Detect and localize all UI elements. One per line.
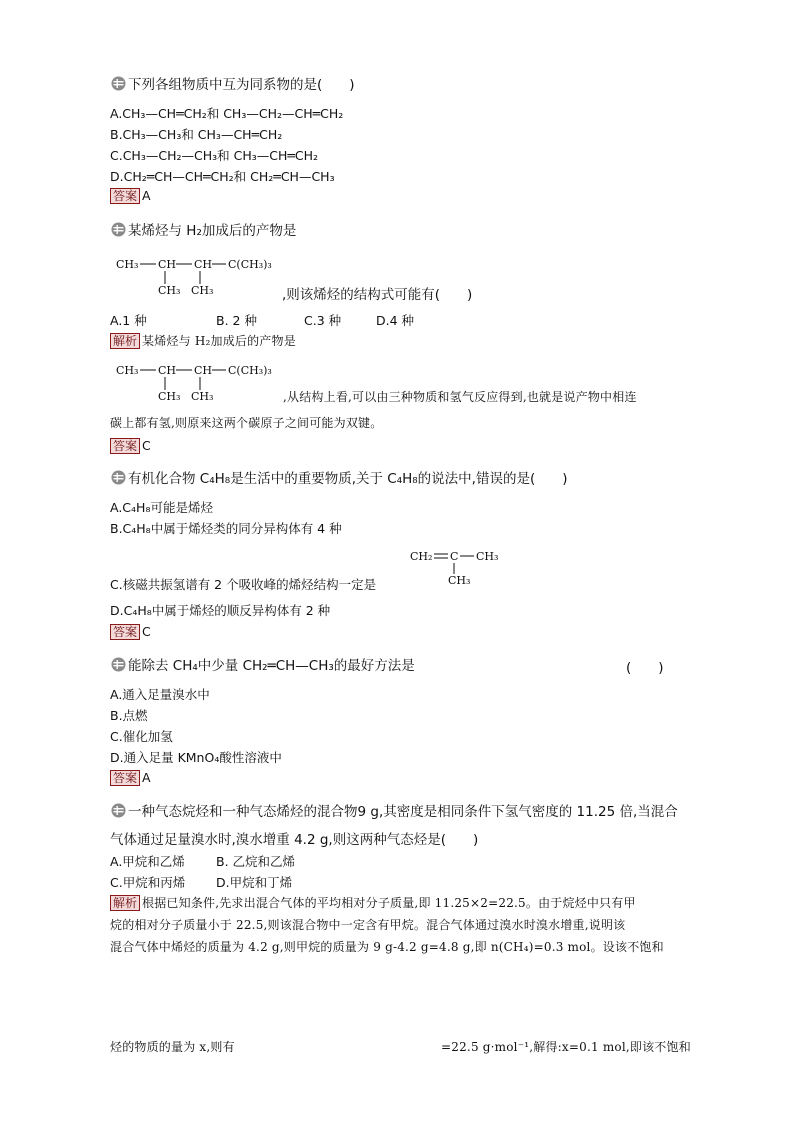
question-marker-icon: [110, 470, 127, 485]
question-marker-icon: [110, 222, 127, 237]
q2-option-b: B. 2 种: [216, 313, 257, 328]
struct-ch3-a: CH₃: [116, 258, 139, 271]
struct-sub-1: CH₃: [158, 390, 181, 403]
q5-analysis-text-3: 混合气体中烯烃的质量为 4.2 g,则甲烷的质量为 9 g-4.2 g=4.8 g,即 n(CH₄)=0.3 mol。设该不饱和: [110, 940, 664, 954]
q4-option-b: B.点燃: [110, 708, 148, 723]
q4-option-c: C.催化加氢: [110, 729, 173, 744]
struct-sub-2: CH₃: [191, 284, 214, 297]
q4-option-d: D.通入足量 KMnO₄酸性溶液中: [110, 750, 282, 765]
q5-analysis-text-4b: =22.5 g·mol⁻¹,解得:x=0.1 mol,即该不饱和: [441, 1040, 691, 1054]
q3-isobutene-structure: [410, 546, 520, 590]
q5-option-a: A.甲烷和乙烯: [110, 854, 185, 869]
struct-sub-ch3: CH₃: [448, 574, 471, 587]
struct-c-tbutyl: C(CH₃)₃: [228, 364, 272, 377]
q2-answer-value: C: [142, 438, 151, 453]
q2-option-c: C.3 种: [304, 313, 342, 328]
q3-answer-value: C: [142, 624, 151, 639]
question-marker-icon: [110, 657, 127, 672]
q1-answer: [110, 187, 151, 206]
question-marker-icon: [110, 76, 127, 91]
answer-tag: 答案: [110, 438, 140, 454]
q2-option-a: A.1 种: [110, 313, 147, 328]
question-2: [110, 222, 296, 240]
question-2-stem: 某烯烃与 H₂加成后的产物是: [128, 223, 297, 239]
q2-option-d: D.4 种: [376, 313, 415, 328]
question-1-stem: 下列各组物质中互为同系物的是( ): [128, 77, 355, 93]
q4-answer: [110, 769, 151, 788]
struct-ch-c: CH: [194, 258, 213, 271]
answer-tag: 答案: [110, 624, 140, 640]
q3-option-c: C.核磁共振氢谱有 2 个吸收峰的烯烃结构一定是: [110, 577, 377, 592]
q5-option-c: C.甲烷和丙烯: [110, 875, 186, 890]
q2-analysis-tail: ,从结构上看,可以由三种物质和氢气反应得到,也就是说产物中相连: [283, 390, 637, 404]
struct-ch-b: CH: [158, 258, 177, 271]
q4-answer-blank: ( ): [626, 660, 664, 676]
struct-ch2: CH₂: [410, 550, 433, 563]
struct-ch3: CH₃: [476, 550, 499, 563]
question-marker-icon: [110, 803, 127, 818]
q3-option-b: B.C₄H₈中属于烯烃类的同分异构体有 4 种: [110, 521, 342, 536]
q4-option-a: A.通入足量溴水中: [110, 687, 210, 702]
q5-analysis-text-4a: 烃的物质的量为 x,则有: [110, 1040, 235, 1054]
question-4-stem: 能除去 CH₄中少量 CH₂═CH—CH₃的最好方法是: [128, 658, 415, 674]
struct-sub-1: CH₃: [158, 284, 181, 297]
q5-analysis-text-2: 烷的相对分子质量小于 22.5,则该混合物中一定含有甲烷。混合气体通过溴水时溴水增重,说明该: [110, 918, 626, 932]
q5-analysis-1: [110, 894, 636, 913]
analysis-tag: 解析: [110, 333, 140, 349]
struct-ch3-a: CH₃: [116, 364, 139, 377]
q5-option-d: D.甲烷和丁烯: [216, 875, 293, 890]
q2-analysis-text-2: 碳上都有氢,则原来这两个碳原子之间可能为双键。: [110, 416, 383, 430]
q1-option-c: C.CH₃—CH₂—CH₃和 CH₃—CH═CH₂: [110, 148, 319, 163]
answer-tag: 答案: [110, 770, 140, 786]
q1-option-d: D.CH₂═CH—CH═CH₂和 CH₂═CH—CH₃: [110, 169, 335, 184]
struct-sub-2: CH₃: [191, 390, 214, 403]
question-3: [110, 470, 568, 488]
q4-answer-value: A: [142, 770, 151, 785]
q1-option-a: A.CH₃—CH═CH₂和 CH₃—CH₂—CH═CH₂: [110, 106, 344, 121]
analysis-tag: 解析: [110, 895, 140, 911]
struct-ch-c: CH: [194, 364, 213, 377]
q2-analysis-1: [110, 332, 296, 351]
struct-c: C: [450, 550, 459, 563]
q2-analysis-structure: [116, 360, 286, 404]
struct-ch-b: CH: [158, 364, 177, 377]
question-3-stem: 有机化合物 C₄H₈是生活中的重要物质,关于 C₄H₈的说法中,错误的是( ): [128, 471, 568, 487]
q3-option-d: D.C₄H₈中属于烯烃的顺反异构体有 2 种: [110, 603, 331, 618]
q5-option-b: B. 乙烷和乙烯: [216, 854, 296, 869]
question-4: [110, 657, 415, 675]
struct-c-tbutyl: C(CH₃)₃: [228, 258, 272, 271]
q1-answer-value: A: [142, 188, 151, 203]
question-1: [110, 76, 355, 94]
q2-stem-tail: ,则该烯烃的结构式可能有( ): [282, 287, 473, 303]
q5-analysis-text-1: 根据已知条件,先求出混合气体的平均相对分子质量,即 11.25×2=22.5。由于烷烃中只有甲: [142, 896, 636, 910]
q1-option-b: B.CH₃—CH₃和 CH₃—CH═CH₂: [110, 127, 283, 142]
question-5-stem-2: 气体通过足量溴水时,溴水增重 4.2 g,则这两种气态烃是( ): [110, 832, 479, 848]
answer-tag: 答案: [110, 188, 140, 204]
question-5-stem-1: 一种气态烷烃和一种气态烯烃的混合物9 g,其密度是相同条件下氢气密度的 11.25 倍,当混合: [128, 804, 678, 820]
q2-analysis-text-1: 某烯烃与 H₂加成后的产物是: [142, 334, 296, 348]
q3-answer: [110, 623, 151, 642]
q2-product-structure: [116, 254, 286, 298]
q2-answer: [110, 437, 151, 456]
q3-option-a: A.C₄H₈可能是烯烃: [110, 500, 213, 515]
question-5: [110, 803, 678, 821]
